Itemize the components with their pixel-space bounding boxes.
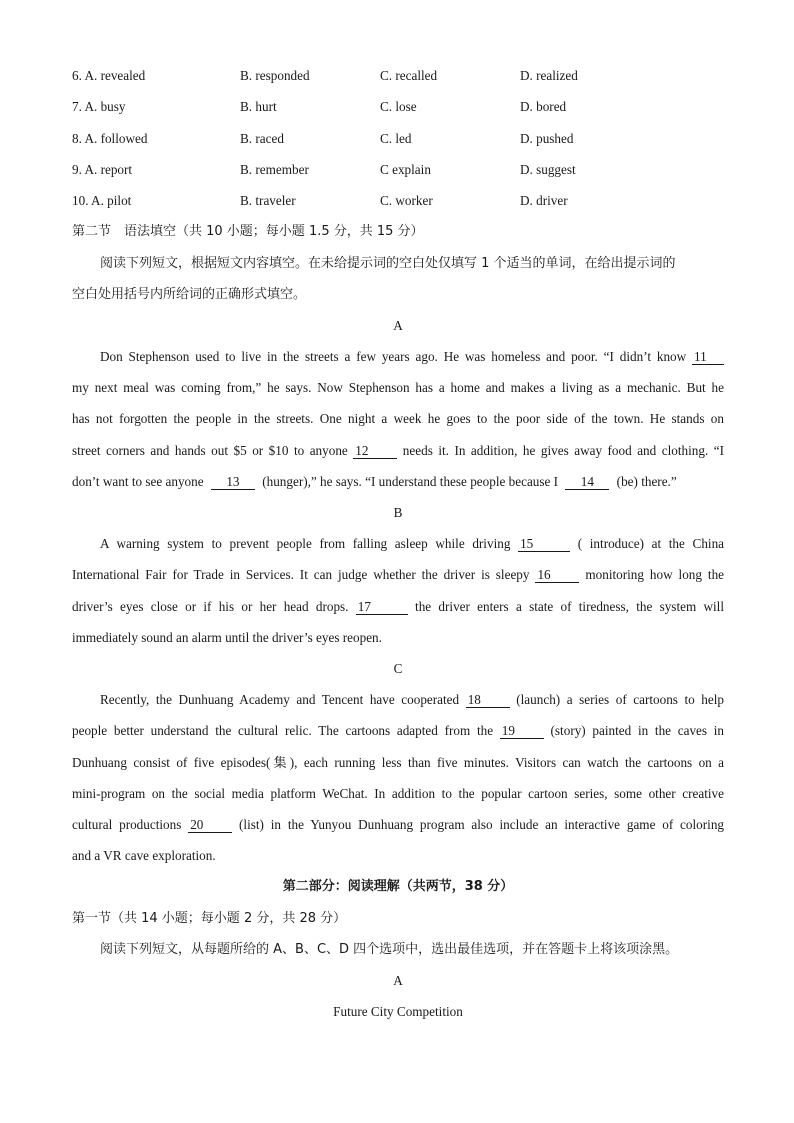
section-heading: 第一节（共 14 小题；每小题 2 分，共 28 分） (72, 911, 347, 926)
passage-text: needs it. In addition, he gives away food and clothing. “I (402, 443, 724, 458)
passage-text: A warning system to prevent people from falling asleep while driving (100, 536, 511, 551)
passage-text: monitoring how long the (585, 567, 725, 582)
option-c: C. led (380, 131, 412, 146)
section-heading: 第二节 语法填空（共 10 小题；每小题 1.5 分，共 15 分） (72, 224, 424, 239)
option-a: 10. A. pilot (72, 193, 132, 208)
option-c: C. recalled (380, 68, 438, 83)
answer-blank: 14 (565, 474, 609, 490)
option-d: D. realized (520, 68, 578, 83)
passage-text: (hunger),” he says. “I understand these people because I (262, 474, 559, 489)
option-b: B. responded (240, 68, 310, 83)
passage-line (72, 721, 724, 741)
option-d: D. pushed (520, 131, 574, 146)
section-instructions: 阅读下列短文，从每题所给的 A、B、C、D 四个选项中，选出最佳选项，并在答题卡上将该项涂黑。 (100, 942, 679, 957)
answer-blank: 17 (356, 599, 408, 615)
passage-text: don’t want to see anyone (72, 474, 204, 489)
section-instructions: 空白处用括号内所给词的正确形式填空。 (72, 287, 307, 302)
passage-text: the driver enters a state of tiredness, the system will (415, 599, 725, 614)
passage-line: immediately sound an alarm until the driver’s eyes reopen. (72, 630, 382, 645)
passage-line (100, 690, 724, 710)
passage-text: people better understand the cultural relic. The cartoons adapted from the (72, 723, 494, 738)
passage-line (100, 347, 724, 367)
part-heading: 第二部分：阅读理解（共两节，38 分） (282, 879, 514, 894)
section-instructions: 阅读下列短文，根据短文内容填空。在未给提示词的空白处仅填写 1 个适当的单词，在给出提示词的 (100, 256, 676, 271)
answer-blank: 20 (188, 817, 232, 833)
option-d: D. driver (520, 193, 568, 208)
passage-text: (be) there.” (616, 474, 677, 489)
passage-line (72, 472, 724, 492)
passage-label: B (393, 505, 403, 520)
passage-label: A (393, 318, 403, 333)
answer-blank: 13 (211, 474, 255, 490)
answer-blank: 12 (353, 443, 397, 459)
passage-title: Future City Competition (333, 1004, 463, 1019)
passage-line (72, 815, 724, 835)
option-a: 7. A. busy (72, 99, 126, 114)
passage-text: Don Stephenson used to live in the streets a few years ago. He was homeless and poor. “I didn’t know (100, 349, 687, 364)
passage-text: (list) in the Yunyou Dunhuang program also include an interactive game of coloring (239, 817, 725, 832)
option-a: 8. A. followed (72, 131, 148, 146)
answer-blank: 16 (535, 567, 579, 583)
passage-line (72, 597, 724, 617)
passage-label: A (393, 973, 403, 988)
passage-line: has not forgotten the people in the streets. One night a week he goes to the poor side of the town. He stands on (72, 411, 724, 426)
passage-text: International Fair for Trade in Services. It can judge whether the driver is sleepy (72, 567, 530, 582)
option-c: C explain (380, 162, 431, 177)
answer-blank: 11 (692, 349, 724, 365)
option-c: C. worker (380, 193, 433, 208)
passage-line: my next meal was coming from,” he says. Now Stephenson has a home and makes a living as a mechanic. But he (72, 380, 724, 395)
passage-line (72, 441, 724, 461)
passage-line: mini-program on the social media platform WeChat. In addition to the popular cartoon series, some other creative (72, 786, 724, 801)
passage-label: C (393, 661, 403, 676)
passage-line: and a VR cave exploration. (72, 848, 216, 863)
passage-text: driver’s eyes close or if his or her head drops. (72, 599, 349, 614)
passage-line (100, 534, 724, 554)
passage-text: cultural productions (72, 817, 182, 832)
passage-text: (story) painted in the caves in (550, 723, 725, 738)
option-b: B. remember (240, 162, 309, 177)
option-a: 6. A. revealed (72, 68, 146, 83)
passage-line (72, 565, 724, 585)
passage-text: street corners and hands out $5 or $10 to anyone (72, 443, 348, 458)
answer-blank: 19 (500, 723, 544, 739)
passage-text: (launch) a series of cartoons to help (516, 692, 725, 707)
passage-text: Recently, the Dunhuang Academy and Tencent have cooperated (100, 692, 460, 707)
option-b: B. raced (240, 131, 284, 146)
option-b: B. hurt (240, 99, 277, 114)
option-c: C. lose (380, 99, 417, 114)
passage-line: Dunhuang consist of five episodes(集), each running less than five minutes. Visitors can watch the cartoons on a (72, 755, 724, 770)
option-d: D. suggest (520, 162, 576, 177)
option-a: 9. A. report (72, 162, 133, 177)
answer-blank: 15 (518, 536, 570, 552)
passage-text: ( introduce) at the China (577, 536, 725, 551)
option-d: D. bored (520, 99, 567, 114)
option-b: B. traveler (240, 193, 296, 208)
answer-blank: 18 (466, 692, 510, 708)
